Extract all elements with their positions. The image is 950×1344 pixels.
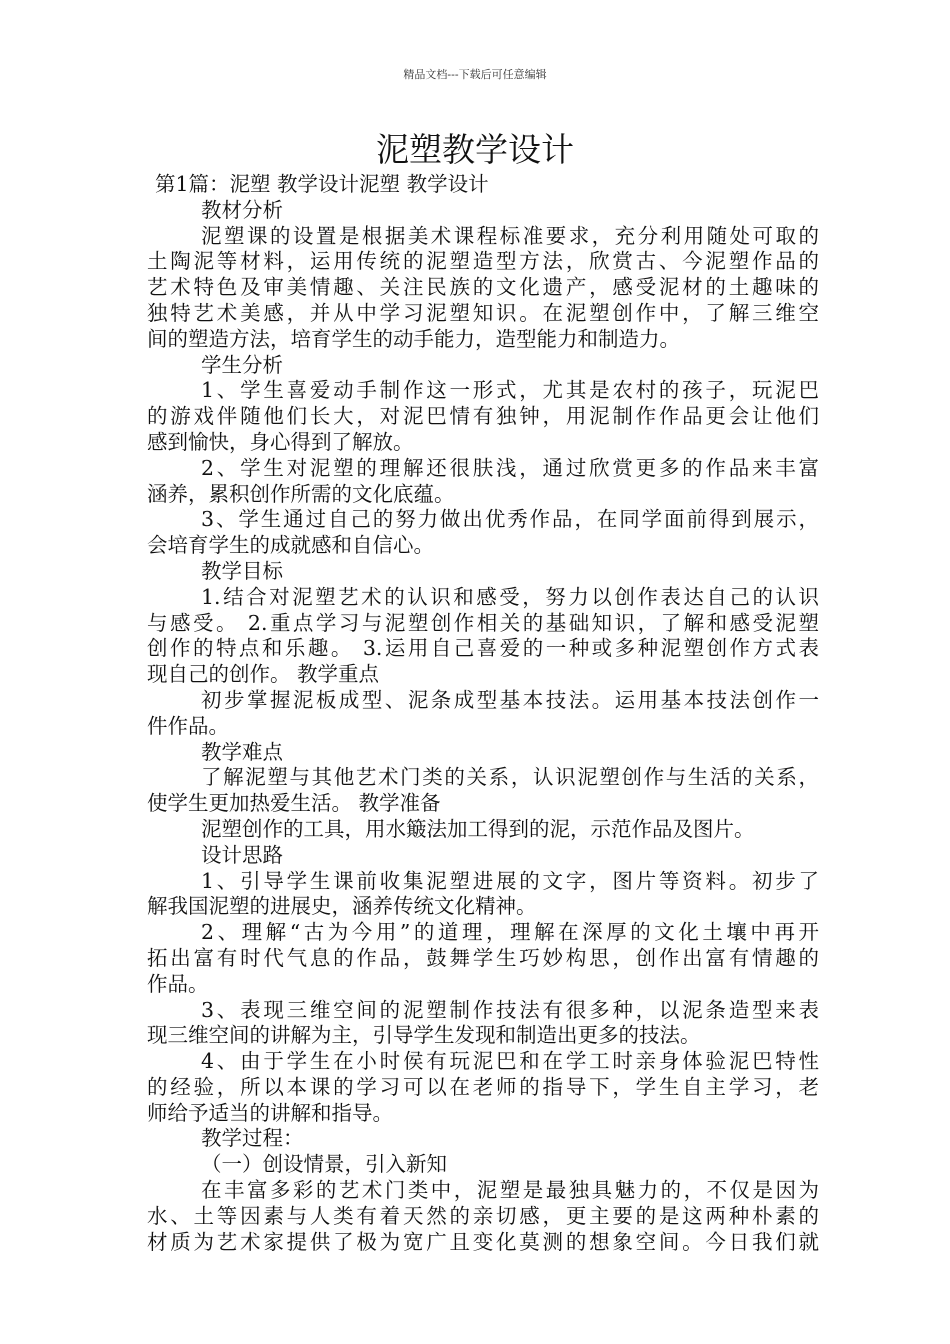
- section-heading: 第1篇：泥塑 教学设计泥塑 教学设计: [155, 172, 489, 196]
- text-line: 创作的特点和乐趣。 3.运用自己喜爱的一种或多种泥塑创作方式表: [147, 636, 819, 661]
- text-line: 4、由于学生在小时侯有玩泥巴和在学工时亲身体验泥巴特性: [201, 1049, 819, 1074]
- text-line: 了解泥塑与其他艺术门类的关系，认识泥塑创作与生活的关系，: [201, 765, 819, 790]
- text-line: 涵养，累积创作所需的文化底蕴。: [147, 481, 455, 506]
- text-line: 在丰富多彩的艺术门类中，泥塑是最独具魅力的，不仅是因为: [201, 1178, 819, 1203]
- text-line: 独特艺术美感，并从中学习泥塑知识。在泥塑创作中，了解三维空: [147, 300, 819, 325]
- text-line: 现自己的创作。 教学重点: [147, 662, 380, 687]
- document-title: 泥塑教学设计: [376, 130, 574, 169]
- text-line: 泥塑创作的工具，用水簸法加工得到的泥，示范作品及图片。: [201, 816, 755, 841]
- text-line: 教学目标: [201, 558, 283, 583]
- text-line: 泥塑课的设置是根据美术课程标准要求，充分利用随处可取的: [201, 223, 819, 248]
- text-line: 水、土等因素与人类有着天然的亲切感，更主要的是这两种朴素的: [147, 1203, 819, 1228]
- text-line: 感到愉快，身心得到了解放。: [147, 429, 414, 454]
- text-line: 作品。: [147, 971, 209, 996]
- text-line: 间的塑造方法，培育学生的动手能力，造型能力和制造力。: [147, 326, 680, 351]
- text-line: 土陶泥等材料，运用传统的泥塑造型方法，欣赏古、今泥塑作品的: [147, 249, 819, 274]
- text-line: （一）创设情景，引入新知: [201, 1152, 447, 1177]
- text-line: 1.结合对泥塑艺术的认识和感受，努力以创作表达自己的认识: [201, 584, 819, 609]
- text-line: 3、表现三维空间的泥塑制作技法有很多种，以泥条造型来表: [201, 997, 819, 1022]
- header-note: 精品文档---下载后可任意编辑: [403, 68, 547, 81]
- text-line: 3、学生通过自己的努力做出优秀作品，在同学面前得到展示，: [201, 507, 819, 532]
- text-line: 教材分析: [201, 197, 283, 222]
- text-line: 1、引导学生课前收集泥塑进展的文字，图片等资料。初步了: [201, 868, 819, 893]
- text-line: 初步掌握泥板成型、泥条成型基本技法。运用基本技法创作一: [201, 687, 819, 712]
- text-line: 2、理解“古为今用”的道理，理解在深厚的文化土壤中再开: [201, 920, 819, 945]
- text-line: 教学难点: [201, 739, 283, 764]
- text-line: 件作品。: [147, 713, 229, 738]
- text-line: 学生分析: [201, 352, 283, 377]
- text-line: 的游戏伴随他们长大，对泥巴情有独钟，用泥制作作品更会让他们: [147, 404, 819, 429]
- text-line: 与感受。 2.重点学习与泥塑创作相关的基础知识，了解和感受泥塑: [147, 610, 819, 635]
- text-line: 使学生更加热爱生活。 教学准备: [147, 791, 441, 816]
- text-line: 现三维空间的讲解为主，引导学生发现和制造出更多的技法。: [147, 1023, 701, 1048]
- text-line: 会培育学生的成就感和自信心。: [147, 533, 434, 558]
- text-line: 教学过程：: [201, 1126, 304, 1151]
- text-line: 拓出富有时代气息的作品，鼓舞学生巧妙构思，创作出富有情趣的: [147, 945, 819, 970]
- text-line: 设计思路: [201, 842, 283, 867]
- text-line: 的经验，所以本课的学习可以在老师的指导下，学生自主学习，老: [147, 1074, 819, 1099]
- text-line: 1、学生喜爱动手制作这一形式，尤其是农村的孩子，玩泥巴: [201, 378, 819, 403]
- text-line: 艺术特色及审美情趣、关注民族的文化遗产，感受泥材的土趣味的: [147, 275, 819, 300]
- text-line: 材质为艺术家提供了极为宽广且变化莫测的想象空间。今日我们就: [147, 1229, 819, 1254]
- text-line: 师给予适当的讲解和指导。: [147, 1100, 393, 1125]
- document-body: [147, 172, 819, 1255]
- text-line: 2、学生对泥塑的理解还很肤浅，通过欣赏更多的作品来丰富: [201, 455, 819, 480]
- text-line: 解我国泥塑的进展史，涵养传统文化精神。: [147, 894, 537, 919]
